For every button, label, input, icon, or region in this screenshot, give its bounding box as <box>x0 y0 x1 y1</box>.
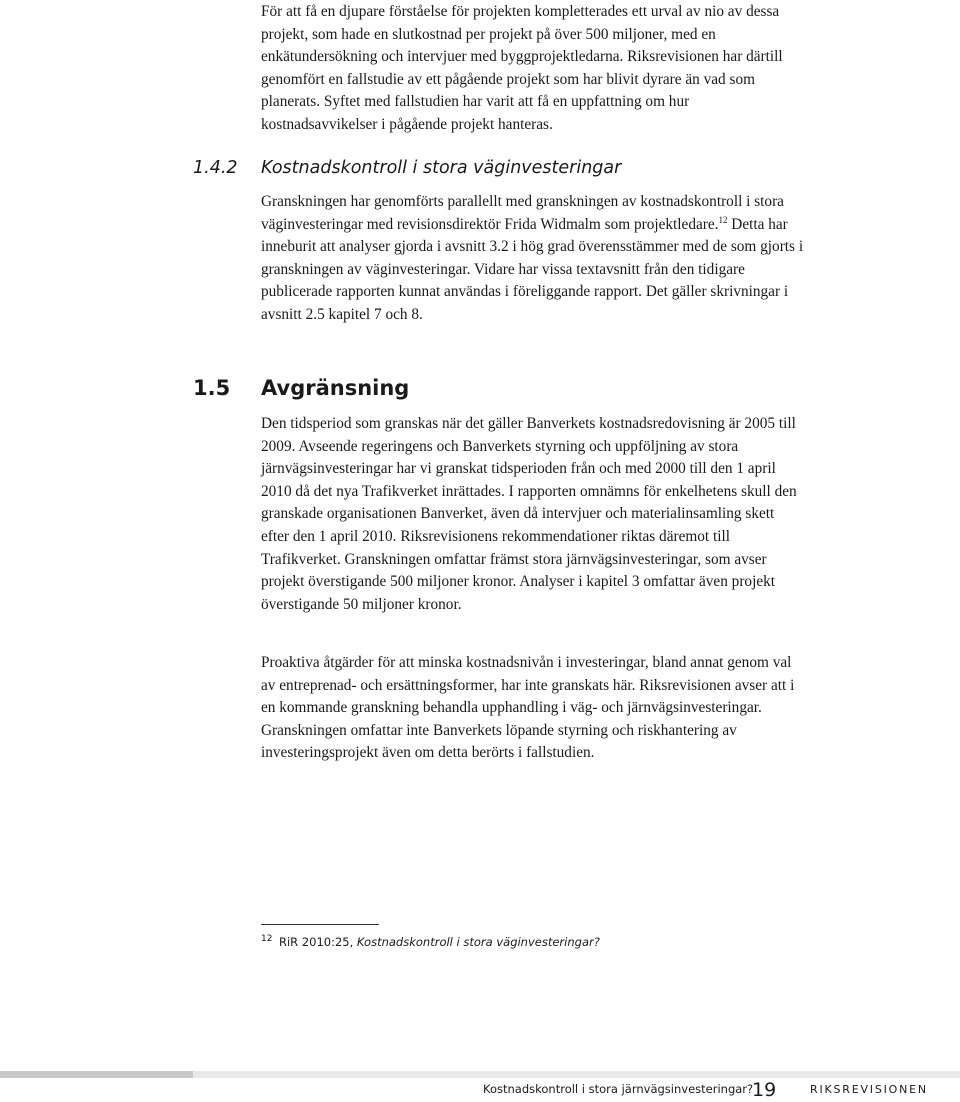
subsection-text-before-ref: Granskningen har genomförts parallellt med granskningen av kostnadskontroll i stora väginvesteringar med revisionsdirektör Frida Widmalm som projektledare. <box>261 193 784 233</box>
footnote-reference: 12 <box>718 214 728 225</box>
section-paragraph-1: Den tidsperiod som granskas när det gäller Banverkets kostnadsredovisning är 2005 till 2009. Avseende regeringens och Banverkets styrning och uppföljning av stora järnvägsinvesteringar har vi granskat tidsperioden från och med 2000 till den 1 april 2010 då det nya Trafikverket inrättades. I rapporten omnämns för enkelhetens skull den granskade organisationen Banverket, även då intervjuer och materialinsamling skett efter den 1 april 2010. Riksrevisionens rekommendationer riktas däremot till Trafikverket. Granskningen omfattar främst stora järnvägsinvesteringar, som avser projekt överstigande 500 miljoner kronor. Analyser i kapitel 3 omfattar även projekt överstigande 50 miljoner kronor. <box>261 415 797 613</box>
footnote-number: 12 <box>261 934 273 944</box>
section-title: Avgränsning <box>261 376 410 400</box>
footer-bar-left <box>0 1071 193 1078</box>
section-paragraph-2: Proaktiva åtgärder för att minska kostnadsnivån i investeringar, bland annat genom val av entreprenad- och ersättningsformer, har inte granskats här. Riksrevisionen avser att i en kommande granskning behandla upphandling i väg- och järnvägsinvesteringar. Granskningen omfattar inte Banverkets löpande styrning och riskhantering av investeringsprojekt även om detta berörts i fallstudien. <box>261 654 795 762</box>
page-number: 19 <box>752 1079 777 1101</box>
footnote-divider <box>261 924 379 925</box>
footer-bar-right <box>193 1071 960 1078</box>
subsection-heading <box>193 158 621 178</box>
organization-name: RIKSREVISIONEN <box>810 1083 928 1096</box>
subsection-number: 1.4.2 <box>193 158 238 178</box>
subsection-title: Kostnadskontroll i stora väginvesteringar <box>261 158 622 178</box>
subsection-text-after-ref: Detta har inneburit att analyser gjorda i avsnitt 3.2 i hög grad överensstämmer med de som gjorts i granskningen av väginvesteringar. Vidare har vissa textavsnitt från den tidigare publicerade rapporten kunnat användas i föreliggande rapport. Det gäller skrivningar i avsnitt 2.5 kapitel 7 och 8. <box>261 215 804 323</box>
subsection-paragraph <box>261 191 806 327</box>
intro-paragraph: För att få en djupare förståelse för projekten kompletterades ett urval av nio av dessa projekt, som hade en slutkostnad per projekt på över 500 miljoner, med en enkätundersökning och intervjuer med byggprojektledarna. Riksrevisionen har därtill genomfört en fallstudie av ett pågående projekt som har blivit dyrare än vad som planerats. Syftet med fallstudien har varit att få en uppfattning om hur kostnadsavvikelser i pågående projekt hanteras. <box>261 3 783 133</box>
section-number: 1.5 <box>193 376 231 400</box>
footnote-italic-title: Kostnadskontroll i stora väginvesteringar? <box>356 935 600 949</box>
footnote <box>261 934 600 949</box>
footnote-text: RiR 2010:25, <box>279 935 357 949</box>
footer-title: Kostnadskontroll i stora järnvägsinvesteringar? <box>483 1082 754 1096</box>
section-heading <box>193 376 409 400</box>
